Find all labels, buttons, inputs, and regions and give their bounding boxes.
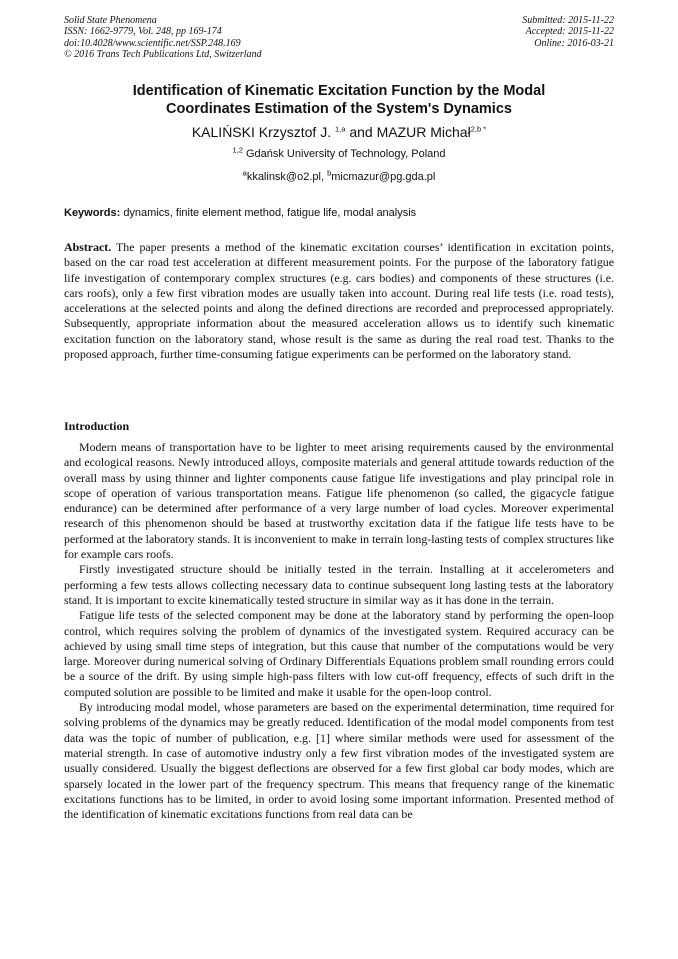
email-b[interactable]: micmazur@pg.gda.pl — [331, 171, 436, 183]
keywords-label: Keywords: — [64, 207, 121, 219]
paragraph: Modern means of transportation have to be lighter to meet arising requirements caused by the environmental and ecological reasons. Newly introduced alloys, composite materials and general attitude towards reduction of the overall mass by using thinner and lighter components cause fatigue life investigations and play principal role in scope of operation of various transportation means. Fatigue life phenomenon (so called, the gigacycle fatigue endurance) can be determined after performance of a very large number of load cycles. Moreover experimental research of this phenomenon should be based at trustworthy excitation data if the fatigue life tests have to be performed at the laboratory stands. It is inconvenient to make in terrain long-lasting tests of complex structures like for example cars roofs. — [64, 440, 614, 562]
paragraph: Fatigue life tests of the selected component may be done at the laboratory stand by performing the open-loop control, which requires solving the problem of dynamics of the investigated system. Required accuracy can be achieved by using small time steps of integration, but this cause that number of the computations would be very large. Moreover during numerical solving of Ordinary Differentials Equations problem small rounding errors could be a source of the drift. By using simple high-pass filters with low cut-off frequency, effects of such drift in the computed solution are possible to be limited and make it usable for the open-loop control. — [64, 608, 614, 699]
author-1: KALIŃSKI Krzysztof J. — [191, 124, 332, 140]
header-left — [64, 15, 262, 60]
abstract-text: The paper presents a method of the kinematic excitation courses’ identification in excitation points, based on the car road test acceleration at different measurement points. For the purpose of the laboratory fatigue life investigation of contemporary complex structures (e.g. cars bodies) and components of these structures (i.e. cars roofs), only a few first vibration modes are usually taken into account. During real life tests (i.e. road tests), accelerations at the selected points and along the defined directions are recorded and preprocessed appropriately. Subsequently, appropriate information about the measured acceleration allows us to identify such kinematic excitation function on the laboratory stand, whose result is the same as during the real road test. Thanks to the proposed approach, further time-consuming fatigue experiments can be performed on the laboratory stand. — [64, 240, 614, 362]
keywords — [64, 206, 614, 220]
author-2-affil-marker: 2,b * — [470, 124, 487, 134]
paragraph: By introducing modal model, whose parameters are based on the experimental determination, time required for solving problems of the dynamics may be greatly reduced. Identification of the modal model components from test data was the topic of number of publication, e.g. [1] where similar methods were used for assessment of the material strength. In case of automotive industry only a few first vibration modes of the investigated system are usually considered. Usually the biggest deflections are observed for a few first global car body modes, which are sparsely located in the lower part of the frequency spectrum. This means that frequency range of the kinematic excitations functions has to be limited, in order to avoid losing some important information. Presented method of the identification of kinematic excitations functions from real data can be — [64, 700, 614, 822]
author-emails — [64, 170, 614, 184]
keywords-text: dynamics, finite element method, fatigue life, modal analysis — [123, 207, 417, 219]
abstract-label: Abstract. — [64, 240, 112, 254]
email-a[interactable]: kkalinsk@o2.pl, — [246, 171, 325, 183]
title-line-2: Coordinates Estimation of the System's Dynamics — [166, 101, 512, 117]
issn-line: ISSN: 1662-9779, Vol. 248, pp 169-174 — [64, 26, 222, 38]
paragraph: Firstly investigated structure should be initially tested in the terrain. Installing at it accelerometers and performing a few tests allows collecting necessary data to continue subsequent long lasting tests at the laboratory stand. It is important to excite kinematically tested structure in similar way as it has done in the terrain. — [64, 562, 614, 607]
abstract — [64, 240, 614, 362]
email-a-marker: a — [242, 168, 247, 178]
author-conjunction: and — [349, 124, 373, 140]
paper-title — [64, 82, 614, 118]
journal-name: Solid State Phenomena — [64, 15, 157, 26]
online-date: Online: 2016-03-21 — [534, 37, 614, 49]
submitted-date: Submitted: 2015-11-22 — [522, 15, 614, 26]
affiliation — [64, 147, 614, 161]
accepted-date: Accepted: 2015-11-22 — [525, 26, 614, 38]
header-right — [522, 15, 614, 49]
title-line-1: Identification of Kinematic Excitation Function by the Modal — [132, 83, 546, 99]
affiliation-marker: 1,2 — [232, 145, 243, 155]
author-1-affil-marker: 1,a — [335, 124, 346, 134]
email-b-marker: b — [327, 168, 332, 178]
author-2: MAZUR Michał — [376, 124, 471, 140]
author-list — [64, 123, 614, 141]
introduction-body — [64, 440, 614, 822]
section-heading-introduction: Introduction — [64, 419, 130, 433]
affiliation-text: Gdańsk University of Technology, Poland — [245, 148, 446, 160]
doi-line[interactable]: doi:10.4028/www.scientific.net/SSP.248.169 — [64, 37, 241, 49]
copyright-line: © 2016 Trans Tech Publications Ltd, Switzerland — [64, 48, 262, 60]
